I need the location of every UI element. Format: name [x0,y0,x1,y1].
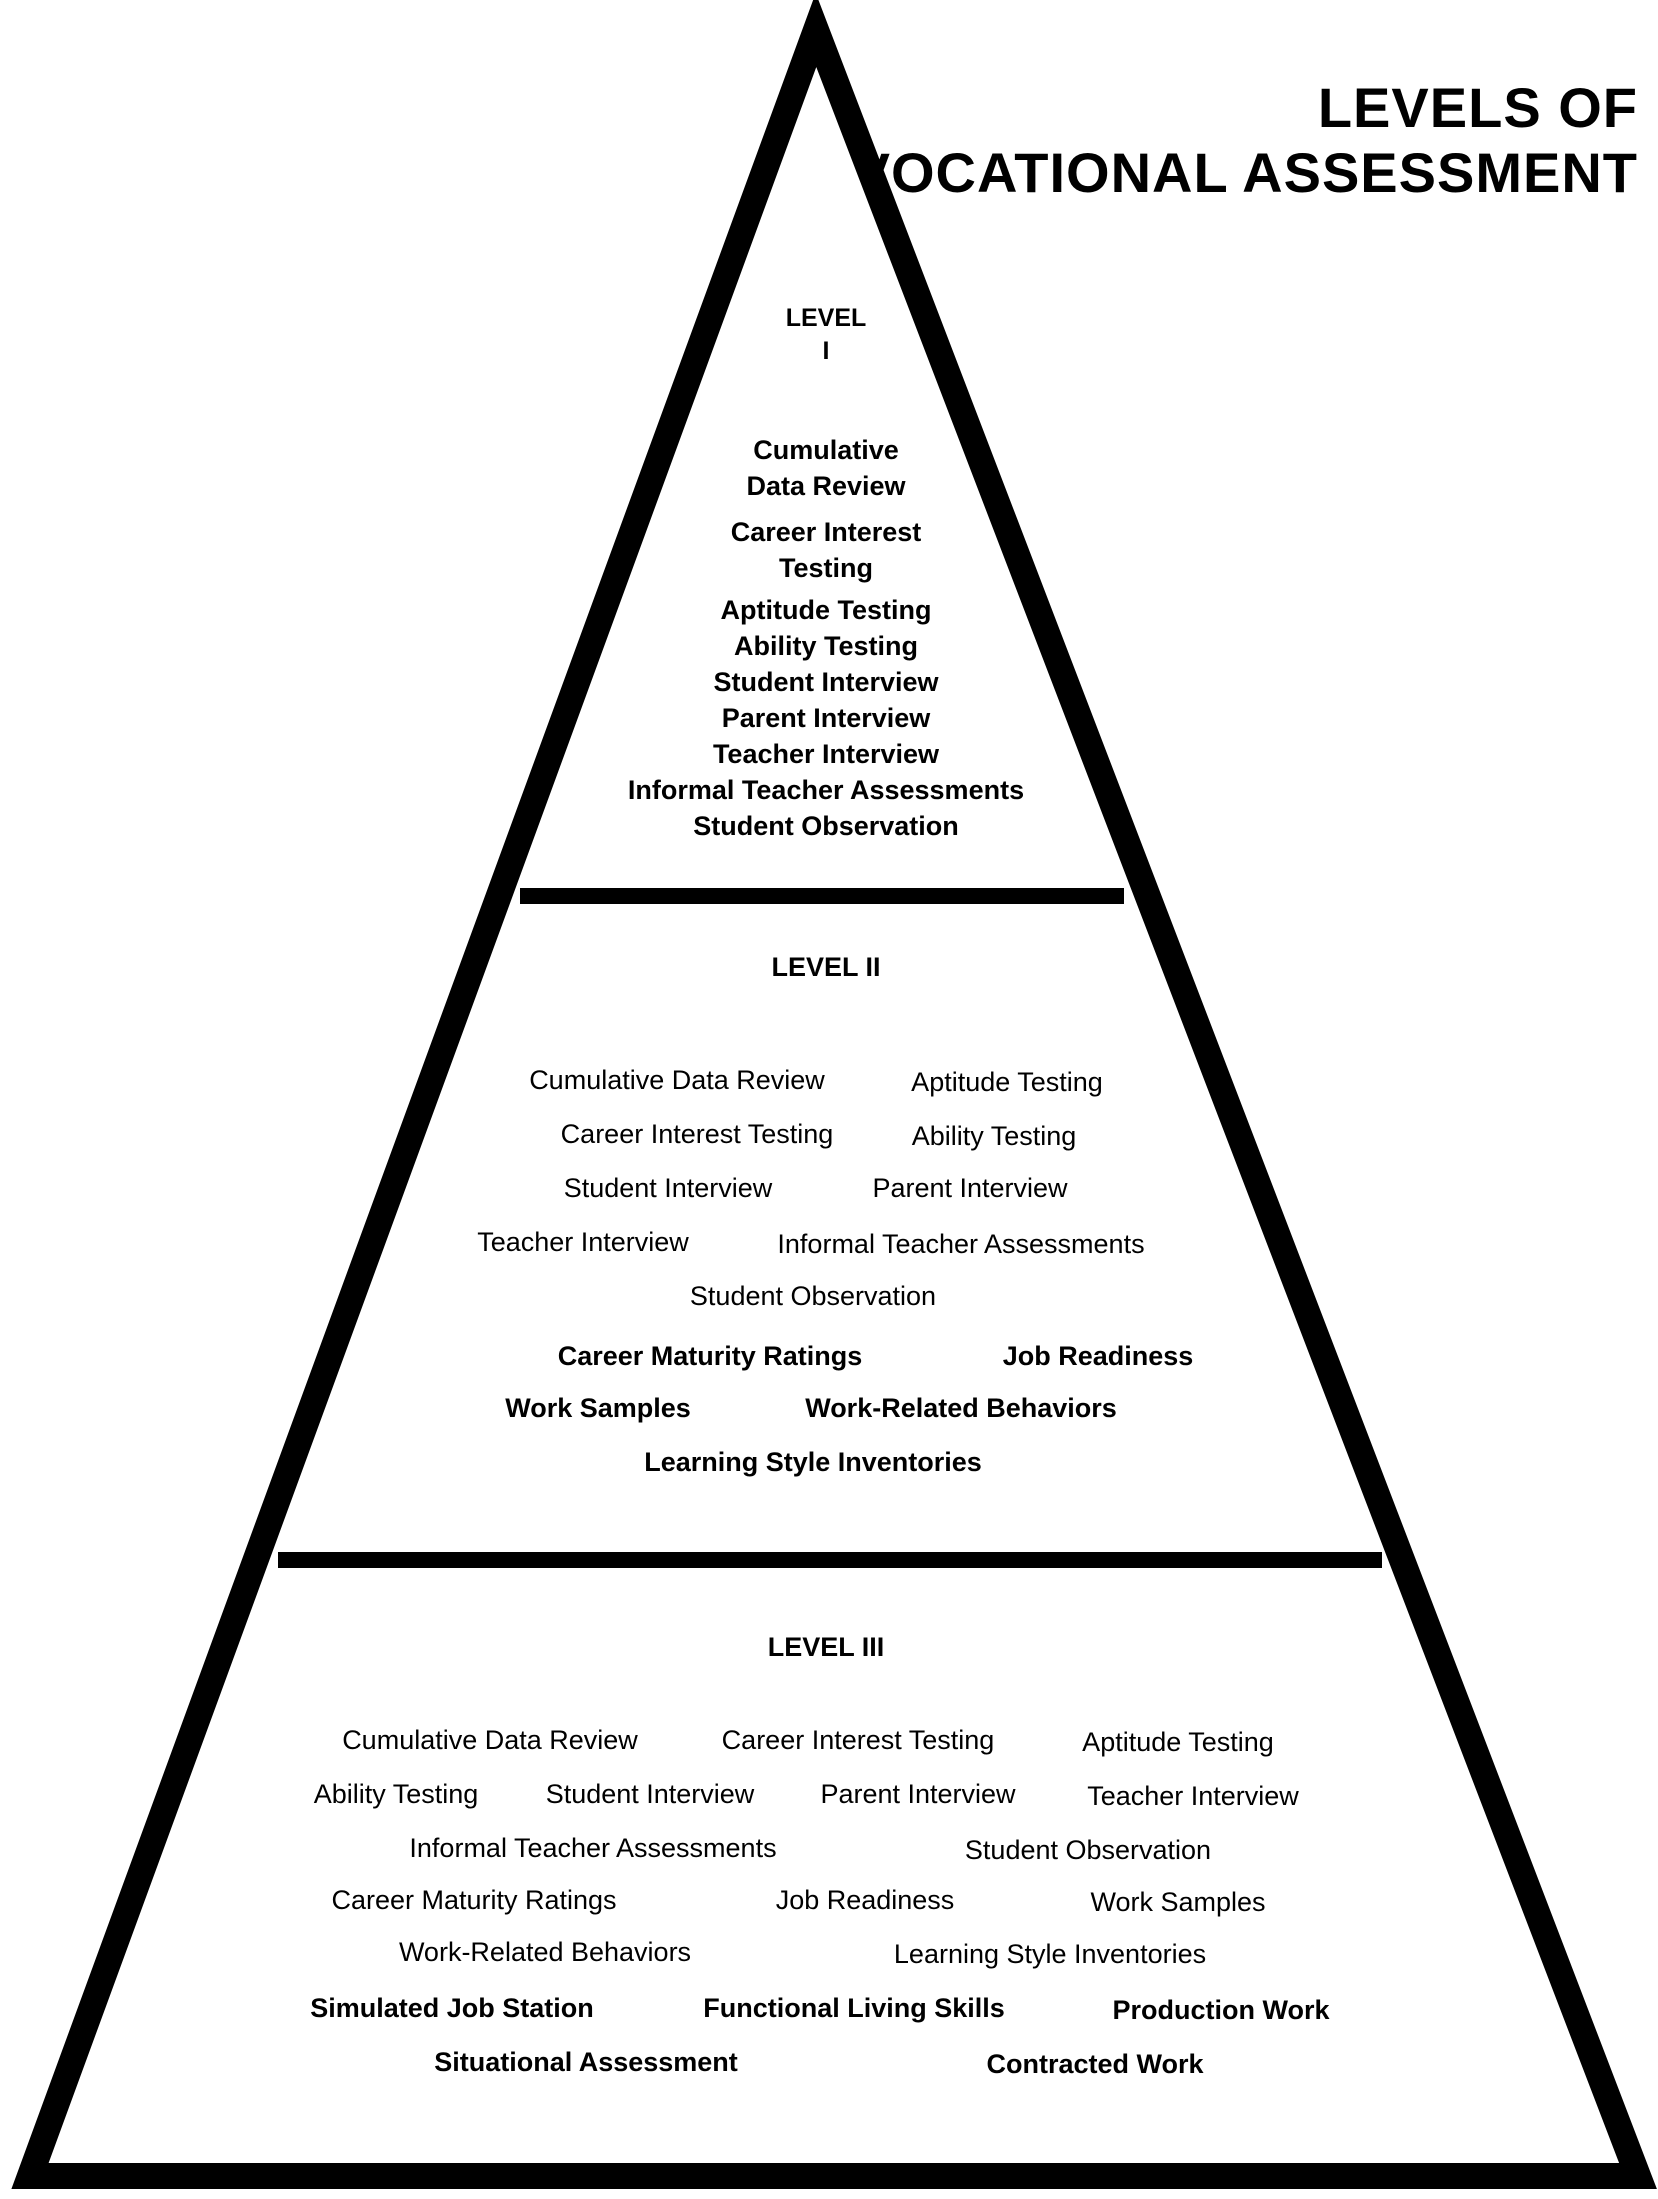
diagram-title-line1: LEVELS OF [1317,76,1638,139]
level3-item: Production Work [1112,1995,1330,2025]
level2-item: Aptitude Testing [911,1067,1103,1097]
level2-item: Ability Testing [911,1121,1077,1151]
level2-item: Parent Interview [872,1173,1068,1203]
level2-item: Job Readiness [1002,1341,1194,1371]
level3-item: Career Maturity Ratings [331,1885,617,1915]
level2-item: Learning Style Inventories [644,1447,982,1477]
level1-label-line2: I [822,336,830,365]
level3-item: Simulated Job Station [310,1993,594,2023]
level3-item: Situational Assessment [434,2047,738,2077]
level1-item: Student Interview [713,667,939,697]
level1-item: Ability Testing [733,631,919,661]
level3-item: Functional Living Skills [703,1993,1005,2023]
level1-item: Data Review [746,471,906,501]
level1-item: Informal Teacher Assessments [627,775,1025,805]
level1-label-line1: LEVEL [785,304,867,332]
level2-item: Career Maturity Ratings [557,1341,863,1371]
level3-item: Parent Interview [820,1779,1016,1809]
level2-item: Work-Related Behaviors [805,1393,1117,1423]
level3-item: Student Interview [545,1779,755,1809]
level3-item: Contracted Work [986,2049,1204,2079]
level1-item: Cumulative [753,435,899,465]
level3-label: LEVEL III [767,1632,885,1662]
level2-item: Career Interest Testing [560,1119,834,1149]
level3-item: Informal Teacher Assessments [409,1833,777,1863]
level1-item: Student Observation [693,811,959,841]
level1-item: Career Interest [730,517,922,547]
level2-item: Work Samples [505,1393,691,1423]
level1-label [786,302,867,367]
level2-item: Student Observation [689,1281,937,1311]
diagram-title-line2: VOCATIONAL ASSESSMENT [852,141,1638,204]
level2-item: Cumulative Data Review [529,1065,825,1095]
level2-item: Student Interview [563,1173,773,1203]
level3-item: Student Observation [964,1835,1212,1865]
level2-item: Teacher Interview [477,1227,689,1257]
level3-item: Learning Style Inventories [893,1939,1207,1969]
level2-item: Informal Teacher Assessments [777,1229,1145,1259]
level3-item: Aptitude Testing [1082,1727,1274,1757]
level2-label: LEVEL II [771,952,881,982]
level1-item: Testing [779,553,873,583]
level3-item: Work-Related Behaviors [398,1937,692,1967]
level3-item: Cumulative Data Review [342,1725,638,1755]
level3-item: Teacher Interview [1087,1781,1299,1811]
level1-item: Parent Interview [721,703,931,733]
level3-item: Ability Testing [313,1779,479,1809]
level3-item: Work Samples [1090,1887,1266,1917]
level1-item: Teacher Interview [712,739,940,769]
level3-item: Career Interest Testing [721,1725,995,1755]
level1-item: Aptitude Testing [720,595,932,625]
level3-item: Job Readiness [775,1885,955,1915]
